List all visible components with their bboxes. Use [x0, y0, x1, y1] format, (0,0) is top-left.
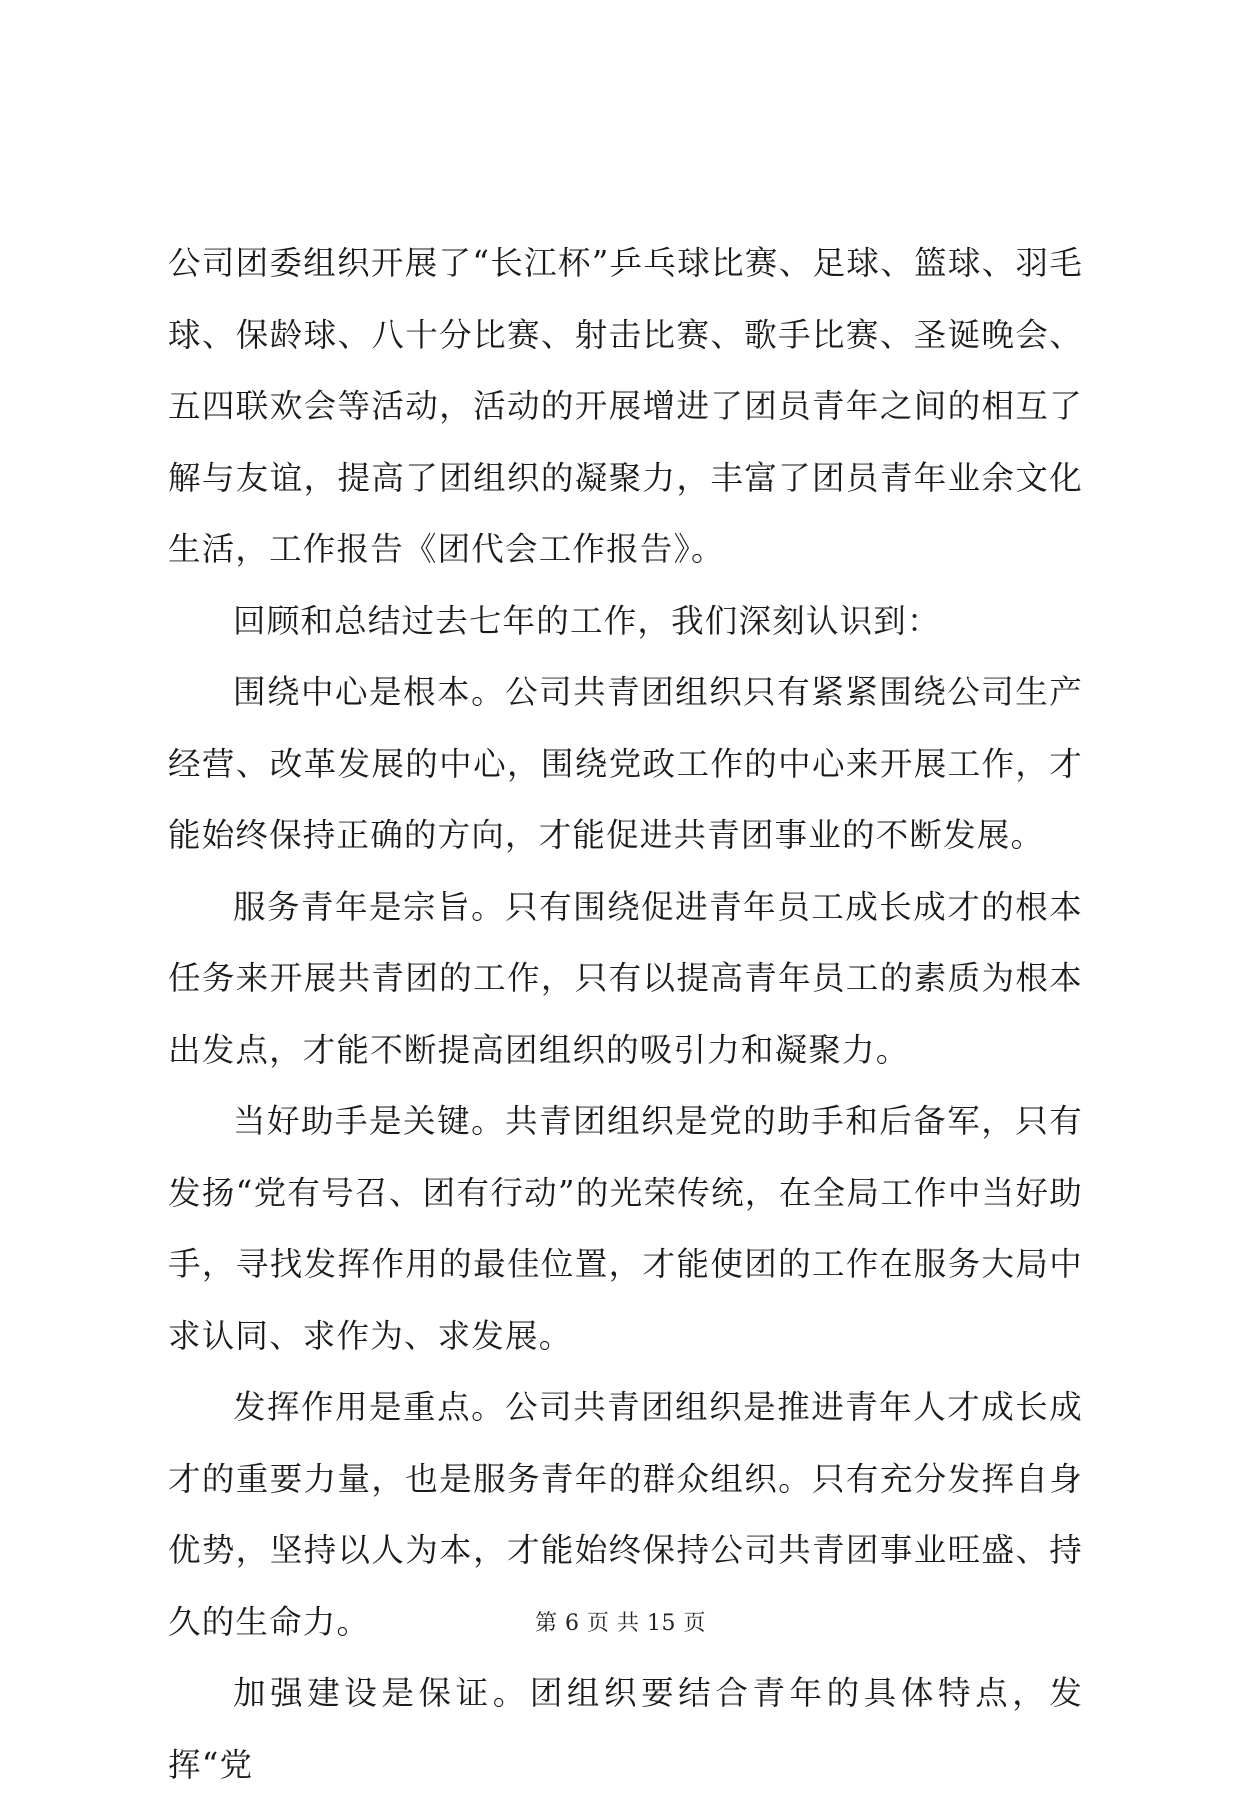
paragraph-activities: 公司团委组织开展了“长江杯”乒乓球比赛、足球、篮球、羽毛球、保龄球、八十分比赛、射击比赛、歌手比赛、圣诞晚会、五四联欢会等活动，活动的开展增进了团员青年之间的相互了解与友谊，提高了团组织的凝聚力，丰富了团员青年业余文化生活，工作报告《团代会工作报告》。: [168, 244, 1083, 568]
document-body: [168, 228, 1083, 1801]
paragraph-strengthen-building: 加强建设是保证。团组织要结合青年的具体特点，发挥“党: [168, 1674, 1083, 1784]
paragraph-play-role: 发挥作用是重点。公司共青团组织是推进青年人才成长成才的重要力量，也是服务青年的群众组织。只有充分发挥自身优势，坚持以人为本，才能始终保持公司共青团事业旺盛、持久的生命力。: [168, 1388, 1083, 1641]
paragraph-center-focus: 围绕中心是根本。公司共青团组织只有紧紧围绕公司生产经营、改革发展的中心，围绕党政工作的中心来开展工作，才能始终保持正确的方向，才能促进共青团事业的不断发展。: [168, 673, 1083, 854]
page-number-footer: 第 6 页 共 15 页: [535, 1611, 706, 1636]
paragraph-serve-youth: 服务青年是宗旨。只有围绕促进青年员工成长成才的根本任务来开展共青团的工作，只有以提高青年员工的素质为根本出发点，才能不断提高团组织的吸引力和凝聚力。: [168, 887, 1083, 1069]
paragraph-assistant-role: 当好助手是关键。共青团组织是党的助手和后备军，只有发扬“党有号召、团有行动”的光荣传统，在全局工作中当好助手，寻找发挥作用的最佳位置，才能使团的工作在服务大局中求认同、求作为、求发展。: [168, 1102, 1083, 1355]
paragraph-review-intro: 回顾和总结过去七年的工作，我们深刻认识到：: [233, 601, 941, 640]
